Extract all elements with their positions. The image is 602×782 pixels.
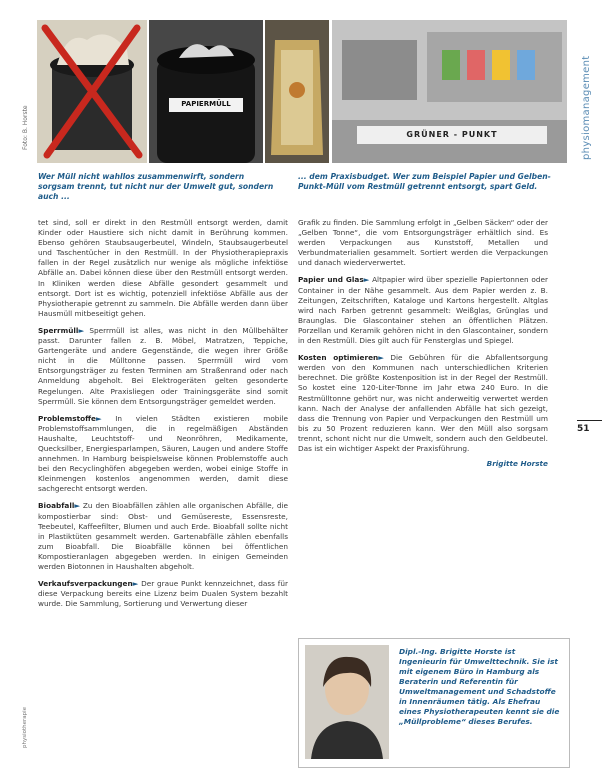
section-body: Sperrmüll ist alles, was nicht in den Müllbehälter passt. Darunter fallen z. B. Möbel, Matratzen, Teppiche, Gartengeräte und andere Gegenstände, die wegen ihrer Größe nicht in die Mülltonne passen. Sperrmüll wird vom Entsorgungsträger zu festen Terminen am Straßenrand oder nach Anmeldung abgeholt. Bei Elektrogeräten gelten gesonderte Regelungen. Alte Praxisliegen oder Trainingsgeräte sind somit Sperrmüll. Sie können dem Entsorgungsträger gemeldet werden. [38,325,288,406]
author-signature: Brigitte Horste [486,459,548,469]
photo-credit: Foto: B. Horste [22,105,29,150]
station-label: GRÜNER - PUNKT [406,130,498,139]
author-bio-box [298,638,570,768]
photo-paper-bin [149,20,263,163]
section-body: Altpapier wird über spezielle Papiertonnen oder Container in der Nähe gesammelt. Aus dem Papier werden z. B. Zeitungen, Zeitschriften, Kataloge und Kartons hergestellt. Altglas wird nach Farben getrennt gesammelt: Weißglas, Grünglas und Braunglas. Die Glascontainer stehen an öffentlichen Plätzen. Porzellan und Keramik gehören nicht in den Glascontainer, sondern in den Restmüll. Dies gilt auch für Fensterglas und Spiegel. [298,275,548,346]
arrow-icon: ► [132,579,139,589]
article-column-right [298,218,548,469]
footer-logo: physiotherapie [22,706,28,748]
bin-label: PAPIERMÜLL [181,100,231,108]
section-heading: Problemstoffe [38,413,96,423]
author-bio-text: Dipl.-Ing. Brigitte Horste ist Ingenieurin für Umwelttechnik. Sie ist mit eigenem Büro in Hamburg als Beraterin und Referentin für Umweltmanagement und Schadstoffe in Innenräumen tätig. Als Ehefrau eines Physiotherapeuten kennt sie die „Müllprobleme“ dieses Berufes. [399,647,560,726]
page-marker [577,420,602,421]
page-number: 51 [577,424,590,434]
arrow-icon: ► [74,501,80,511]
section-body: In vielen Städten existieren mobile Problemstoffsammlungen, die in regelmäßigen Abständen Haushalte, Leuchtstoff- und Neonröhren, Medikamente, Quecksilber, Energiesparlampen, Säuren, Laugen und andere Stoffe annehmen. In Hamburg beispielsweise können Problemstoffe auch bei den Recyclinghöfen abgegeben werden, wobei einige Stoffe in Kleinmengen kostenlos angenommen werden, damit diese sachgerecht entsorgt werden. [38,413,288,494]
section-heading: Bioabfall [38,501,75,511]
section-heading: Kosten optimieren [298,353,379,363]
paragraph: Grafik zu finden. Die Sammlung erfolgt in „Gelben Säcken“ oder der „Gelben Tonne“, die vom Entsorgungsträger erhältlich sind. Es werden Verpackungen aus Kunststoff, Metallen und Verbundmaterialien gesammelt. Sortiert werden die Verpackungen und danach wiederverwertet. [298,218,548,268]
paragraph [38,414,288,495]
photo-recycling-sack [265,20,329,163]
section-body: Der graue Punkt kennzeichnet, dass für diese Verpackung bereits eine Lizenz beim Dualen System bezahlt wurde. Die Sammlung, Sortierung und Verwertung dieser [38,579,288,609]
photo-recycling-station [332,20,567,163]
section-title: physiomanagement [581,55,592,160]
section-heading: Verkaufsverpackungen [38,579,133,589]
paragraph: tet sind, soll er direkt in den Restmüll entsorgt werden, damit Kinder oder Haustiere sich nicht damit in Berührung kommen. Ebenso gehören Staubsaugerbeutel, Windeln, Staubsaugerbeutel und Taschentücher in den Restmüll. In der Physiotherapiepraxis fallen in der Regel zusätzlich nur wenige als mögliche infektiöse Abfälle an. Dabei können diese über den Restmüll entsorgt werden. In Kliniken werden diese Abfälle gesondert gesammelt und entsorgt. Dort ist es wichtig, potenziell infektiöse Abfälle aus der Physiotherapie getrennt zu sammeln. Die Abfälle werden dann über Hausmüll mitbeseitigt gehen. [38,218,288,318]
section-body: Zu den Bioabfällen zählen alle organischen Abfälle, die kompostierbar sind: Obst- und Gemüsereste, Essensreste, Teebeutel, Kaffeefilter, Blumen und auch Erde. Bioabfall sollte nicht in Plastiktüten gesammelt werden. Gartenabfälle zählen ebenfalls zum Bioabfall. Die Bioabfälle können bei öffentlichen Kompostieranlagen abgegeben werden. In einigen Gemeinden werden Biotonnen in Haushalten abgeholt. [38,501,288,571]
photo-overflowing-bin [37,20,147,163]
section-heading: Papier und Glas [298,275,364,285]
section-heading: Sperrmüll [38,325,79,335]
paragraph [38,501,288,572]
arrow-icon: ► [95,413,102,423]
arrow-icon: ► [378,353,384,363]
article-column-left [38,218,288,616]
author-portrait [305,645,389,759]
section-body: Die Gebühren für die Abfallentsorgung werden von den Kommunen nach unterschiedlichen Kriterien berechnet. Die größte Kostenposition ist in der Regel der Restmüll. So kostet eine 120-Liter-Tonne im Jahr etwa 240 Euro. In die Restmülltonne gehört nur, was nicht anderweitig verwertet werden kann. Nach der Analyse der anfallenden Abfälle hat sich gezeigt, dass die Trennung von Papier und Verpackungen den Restmüll um bis zu 50 Prozent reduzieren kann. Wer den Müll also sorgsam trennt, schont nicht nur die Umwelt, sondern auch den Geldbeutel. Das ist ein wichtiger Aspekt der Praxisführung. [298,353,548,453]
caption-right: ... dem Praxisbudget. Wer zum Beispiel Papier und Gelben-Punkt-Müll vom Restmüll getrennt entsorgt, spart Geld. [298,172,551,191]
paragraph [298,353,548,454]
arrow-icon: ► [78,325,85,335]
paragraph [298,275,548,346]
paragraph [38,579,288,609]
caption-left: Wer Müll nicht wahllos zusammenwirft, sondern sorgsam trennt, tut nicht nur der Umwelt gut, sondern auch ... [38,172,274,201]
paragraph [38,326,288,407]
arrow-icon: ► [363,275,370,285]
